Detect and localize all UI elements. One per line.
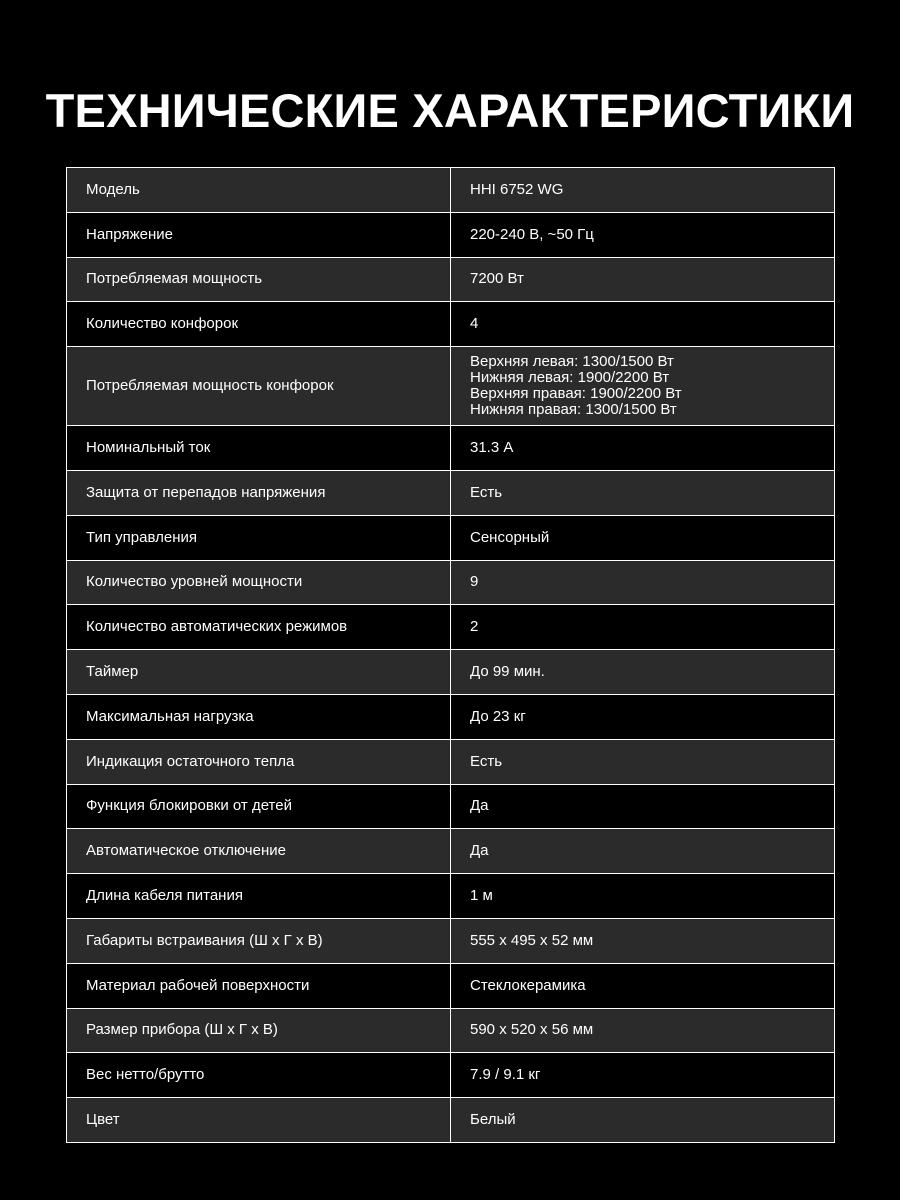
spec-value: 555 х 495 х 52 мм xyxy=(451,918,835,963)
spec-row-color xyxy=(67,1098,835,1143)
spec-row-cutout-dimensions xyxy=(67,918,835,963)
spec-value: До 99 мин. xyxy=(451,650,835,695)
spec-label: Материал рабочей поверхности xyxy=(67,963,451,1008)
spec-value-line: Верхняя правая: 1900/2200 Вт xyxy=(470,385,682,403)
spec-label: Вес нетто/брутто xyxy=(67,1053,451,1098)
spec-label: Максимальная нагрузка xyxy=(67,694,451,739)
spec-value-line: Верхняя левая: 1300/1500 Вт xyxy=(470,353,674,371)
spec-label: Количество уровней мощности xyxy=(67,560,451,605)
spec-label: Номинальный ток xyxy=(67,426,451,471)
spec-row-surface-material xyxy=(67,963,835,1008)
spec-value: HHI 6752 WG xyxy=(451,168,835,213)
spec-row-max-load xyxy=(67,694,835,739)
spec-label: Длина кабеля питания xyxy=(67,874,451,919)
spec-row-weight xyxy=(67,1053,835,1098)
spec-value: Есть xyxy=(451,470,835,515)
spec-label: Модель xyxy=(67,168,451,213)
spec-row-burners xyxy=(67,302,835,347)
spec-value: 31.3 А xyxy=(451,426,835,471)
spec-value-line: Нижняя левая: 1900/2200 Вт xyxy=(470,369,670,387)
spec-label: Габариты встраивания (Ш х Г х В) xyxy=(67,918,451,963)
spec-row-power xyxy=(67,257,835,302)
spec-row-voltage xyxy=(67,212,835,257)
spec-row-burner-power xyxy=(67,347,835,426)
spec-row-model xyxy=(67,168,835,213)
spec-label: Размер прибора (Ш х Г х В) xyxy=(67,1008,451,1053)
spec-value: Стеклокерамика xyxy=(451,963,835,1008)
spec-label: Цвет xyxy=(67,1098,451,1143)
spec-label: Напряжение xyxy=(67,212,451,257)
spec-value: 220-240 В, ~50 Гц xyxy=(451,212,835,257)
spec-row-child-lock xyxy=(67,784,835,829)
spec-row-device-size xyxy=(67,1008,835,1053)
spec-value xyxy=(451,347,835,426)
spec-row-power-levels xyxy=(67,560,835,605)
spec-value: Да xyxy=(451,784,835,829)
spec-value: Сенсорный xyxy=(451,515,835,560)
page-title: ТЕХНИЧЕСКИЕ ХАРАКТЕРИСТИКИ xyxy=(45,84,855,137)
specifications-table xyxy=(66,167,835,1143)
spec-label: Защита от перепадов напряжения xyxy=(67,470,451,515)
spec-value-line: Нижняя правая: 1300/1500 Вт xyxy=(470,401,677,419)
spec-value: 590 х 520 х 56 мм xyxy=(451,1008,835,1053)
spec-value: 7200 Вт xyxy=(451,257,835,302)
spec-row-timer xyxy=(67,650,835,695)
spec-row-auto-shutoff xyxy=(67,829,835,874)
spec-label: Таймер xyxy=(67,650,451,695)
spec-row-current xyxy=(67,426,835,471)
spec-label: Количество автоматических режимов xyxy=(67,605,451,650)
spec-row-auto-modes xyxy=(67,605,835,650)
spec-row-residual-heat xyxy=(67,739,835,784)
spec-value: 4 xyxy=(451,302,835,347)
spec-row-surge-protection xyxy=(67,470,835,515)
spec-value: До 23 кг xyxy=(451,694,835,739)
spec-label: Потребляемая мощность xyxy=(67,257,451,302)
spec-label: Автоматическое отключение xyxy=(67,829,451,874)
spec-row-control-type xyxy=(67,515,835,560)
spec-value: 7.9 / 9.1 кг xyxy=(451,1053,835,1098)
spec-label: Функция блокировки от детей xyxy=(67,784,451,829)
spec-label: Тип управления xyxy=(67,515,451,560)
spec-label: Индикация остаточного тепла xyxy=(67,739,451,784)
spec-value: 9 xyxy=(451,560,835,605)
spec-value: 1 м xyxy=(451,874,835,919)
spec-value: 2 xyxy=(451,605,835,650)
spec-label: Количество конфорок xyxy=(67,302,451,347)
spec-value: Есть xyxy=(451,739,835,784)
spec-row-cable-length xyxy=(67,874,835,919)
spec-value: Да xyxy=(451,829,835,874)
spec-label: Потребляемая мощность конфорок xyxy=(67,347,451,426)
spec-value: Белый xyxy=(451,1098,835,1143)
